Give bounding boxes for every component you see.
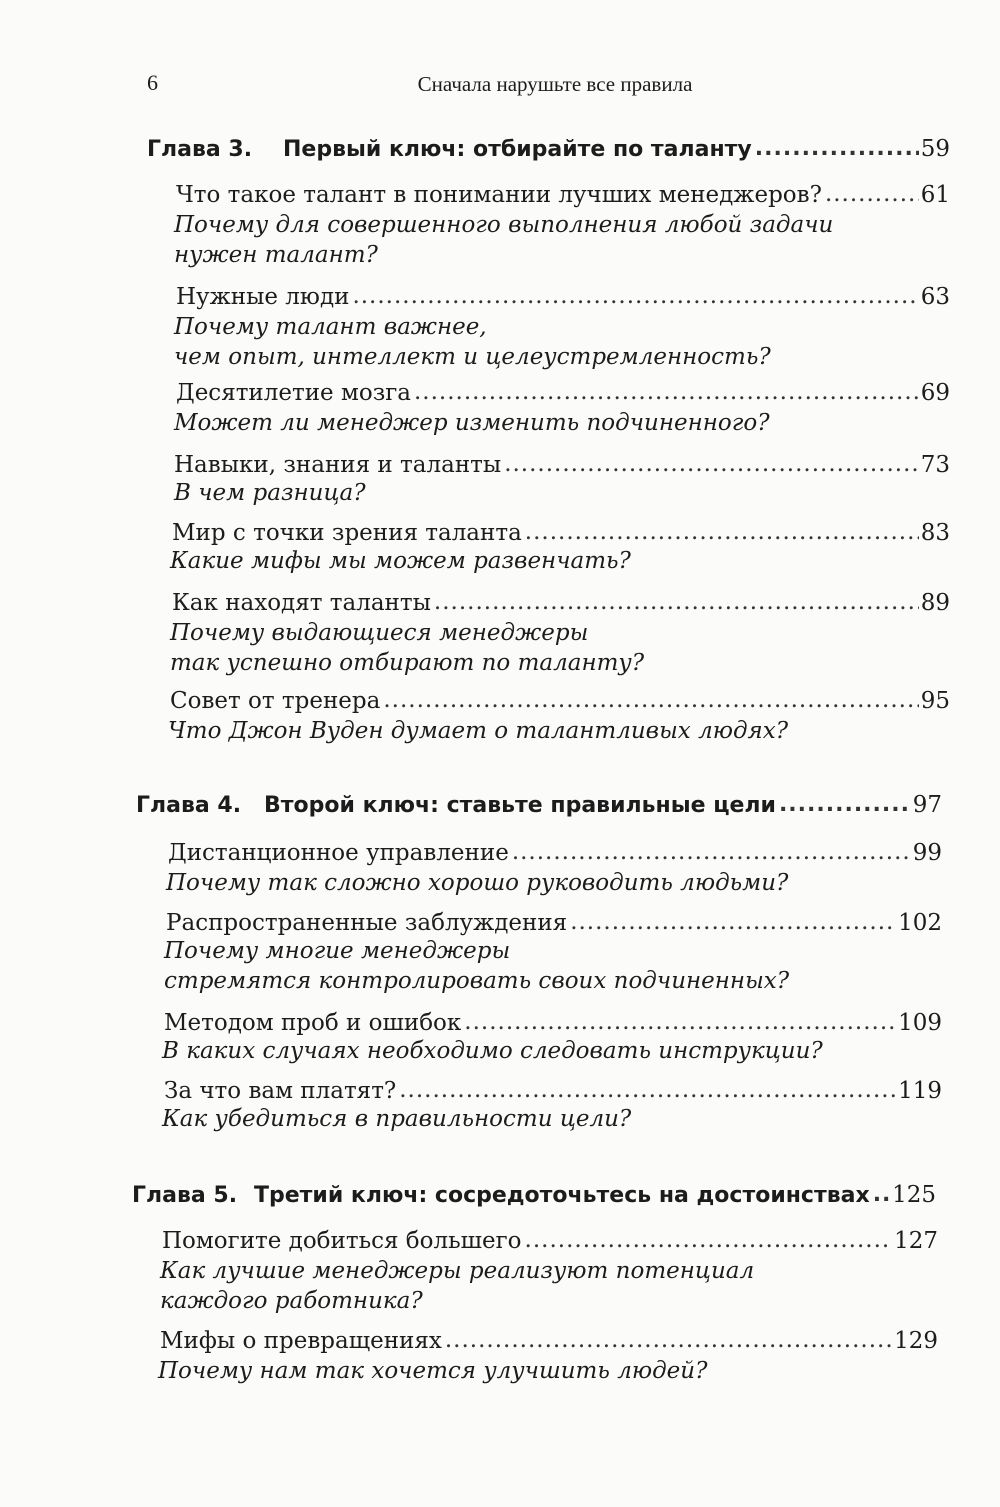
chapter-title: Второй ключ: ставьте правильные цели: [264, 793, 776, 818]
toc-entry[interactable]: [164, 1008, 942, 1038]
section-question: каждого работника?: [160, 1288, 423, 1314]
chapter-page: 59: [920, 136, 950, 162]
chapter-label: Глава 3.: [147, 137, 253, 162]
leader-dots: [464, 1007, 896, 1037]
leader-dots: [399, 1075, 896, 1105]
leader-dots: [383, 685, 918, 715]
chapter-page: 125: [892, 1182, 936, 1208]
section-page: 69: [920, 380, 950, 406]
section-question: В чем разница?: [174, 480, 366, 506]
section-question: нужен талант?: [174, 242, 378, 268]
leader-dots: [525, 517, 919, 547]
section-page: 99: [912, 840, 942, 866]
toc-entry[interactable]: [172, 588, 950, 618]
section-question: Как лучшие менеджеры реализуют потенциал: [160, 1258, 755, 1284]
section-title: Десятилетие мозга: [176, 380, 411, 406]
chapter-4-entry[interactable]: [136, 790, 942, 821]
section-question: В каких случаях необходимо следовать инструкции?: [162, 1038, 823, 1064]
chapter-page: 97: [912, 792, 942, 818]
leader-dots: [825, 179, 919, 209]
section-title: Нужные люди: [176, 284, 350, 310]
section-title: Мир с точки зрения таланта: [172, 520, 522, 546]
section-question: Может ли менеджер изменить подчиненного?: [174, 410, 770, 436]
running-header: Сначала нарушьте все правила: [417, 72, 693, 96]
section-question: Как убедиться в правильности цели?: [162, 1106, 632, 1132]
toc-entry[interactable]: [168, 838, 942, 868]
leader-dots: [570, 907, 896, 937]
section-title: Навыки, знания и таланты: [174, 452, 502, 478]
section-title: Распространенные заблуждения: [166, 910, 568, 936]
toc-entry[interactable]: [162, 1226, 938, 1256]
section-title: Дистанционное управление: [168, 840, 509, 866]
section-question: Что Джон Вуден думает о талантливых людях?: [168, 718, 789, 744]
section-question: так успешно отбирают по таланту?: [170, 650, 645, 676]
section-page: 89: [920, 590, 950, 616]
section-question: Какие мифы мы можем развенчать?: [170, 548, 631, 574]
section-question: Почему талант важнее,: [174, 314, 487, 340]
section-title: Мифы о превращениях: [160, 1328, 442, 1354]
leader-dots: [512, 837, 911, 867]
section-title: Совет от тренера: [170, 688, 381, 714]
section-title: За что вам платят?: [164, 1078, 397, 1104]
leader-dots: [434, 587, 919, 617]
leader-dots: [525, 1225, 893, 1255]
toc-entry[interactable]: [176, 282, 950, 312]
section-page: 95: [920, 688, 950, 714]
section-title: Методом проб и ошибок: [164, 1010, 462, 1036]
chapter-label: Глава 5.: [132, 1183, 238, 1208]
section-page: 73: [920, 452, 950, 478]
section-page: 102: [898, 910, 942, 936]
chapter-title: Третий ключ: сосредоточьтесь на достоинствах: [254, 1183, 870, 1208]
section-question: Почему для совершенного выполнения любой задачи: [174, 212, 834, 238]
section-page: 61: [920, 182, 950, 208]
section-question: Почему многие менеджеры: [164, 938, 511, 964]
chapter-3-entry[interactable]: [147, 134, 950, 165]
section-question: стремятся контролировать своих подчиненных?: [164, 968, 790, 994]
section-page: 83: [920, 520, 950, 546]
section-question: Почему так сложно хорошо руководить людьми?: [166, 870, 789, 896]
section-page: 119: [898, 1078, 942, 1104]
section-title: Помогите добиться большего: [162, 1228, 522, 1254]
chapter-title: Первый ключ: отбирайте по таланту: [283, 137, 752, 162]
section-question: Почему выдающиеся менеджеры: [170, 620, 589, 646]
section-title: Что такое талант в понимании лучших менеджеров?: [176, 182, 822, 208]
toc-entry[interactable]: [176, 378, 950, 408]
section-page: 127: [894, 1228, 938, 1254]
leader-dots: [873, 1180, 890, 1210]
toc-entry[interactable]: [160, 1326, 938, 1356]
toc-entry[interactable]: [172, 518, 950, 548]
toc-entry[interactable]: [170, 686, 950, 716]
toc-entry[interactable]: [166, 908, 942, 938]
section-question: чем опыт, интеллект и целеустремленность?: [174, 344, 771, 370]
chapter-label: Глава 4.: [136, 793, 242, 818]
section-page: 129: [894, 1328, 938, 1354]
toc-entry[interactable]: [176, 180, 950, 210]
page-number: 6: [147, 70, 158, 95]
section-page: 63: [920, 284, 950, 310]
leader-dots: [352, 281, 918, 311]
chapter-5-entry[interactable]: [132, 1180, 936, 1211]
toc-entry[interactable]: [164, 1076, 942, 1106]
section-page: 109: [898, 1010, 942, 1036]
leader-dots: [504, 449, 919, 479]
leader-dots: [755, 134, 919, 164]
leader-dots: [414, 377, 919, 407]
section-question: Почему нам так хочется улучшить людей?: [158, 1358, 708, 1384]
section-title: Как находят таланты: [172, 590, 431, 616]
leader-dots: [445, 1325, 892, 1355]
toc-entry[interactable]: [174, 450, 950, 480]
leader-dots: [779, 790, 911, 820]
